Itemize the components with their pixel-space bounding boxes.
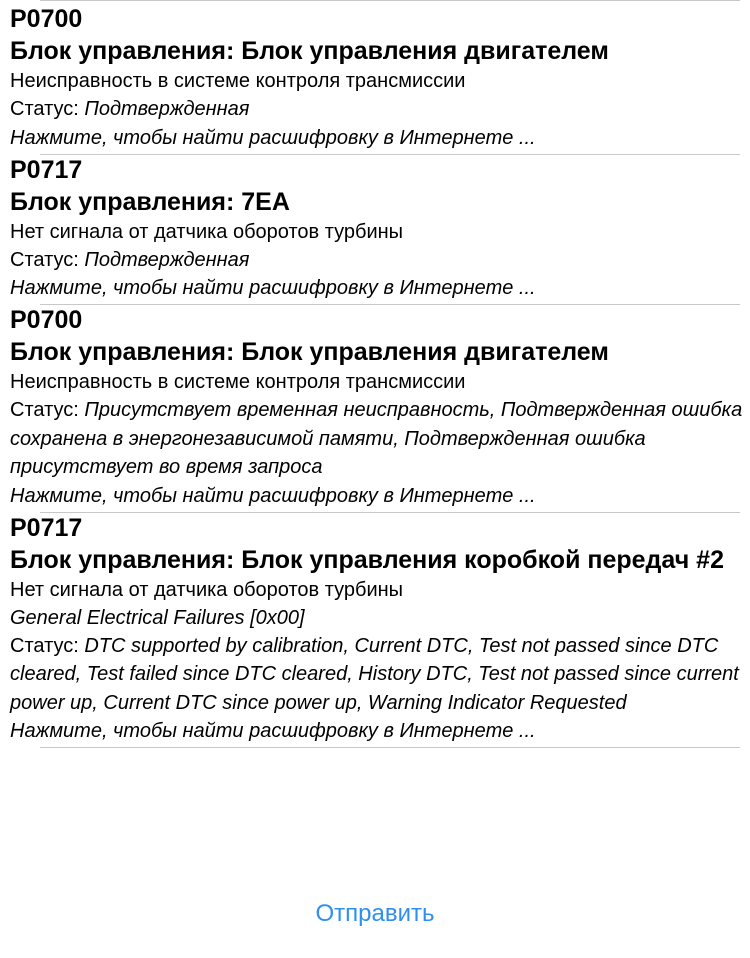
dtc-status [10, 396, 744, 482]
lookup-online-link[interactable]: Нажмите, чтобы найти расшифровку в Интернете ... [10, 720, 536, 742]
status-label: Статус: [10, 399, 85, 421]
status-value: DTC supported by calibration, Current DTC, Test not passed since DTC cleared, Test failed since DTC cleared, History DTC, Test not passed since current power up, Current DTC since power up, Warning Indicator Requested [10, 634, 739, 714]
control-unit-title: Блок управления: Блок управления двигателем [10, 37, 609, 65]
dtc-item[interactable] [0, 513, 750, 749]
status-label: Статус: [10, 98, 85, 120]
control-unit-title: Блок управления: Блок управления двигателем [10, 338, 609, 366]
dtc-description: Неисправность в системе контроля трансмиссии [10, 371, 466, 393]
dtc-status [10, 95, 744, 124]
dtc-code: P0700 [10, 5, 83, 33]
control-unit-title: Блок управления: Блок управления коробкой передач #2 [10, 545, 724, 574]
dtc-code: P0717 [10, 513, 83, 542]
failure-subtype: General Electrical Failures [0x00] [10, 606, 305, 629]
dtc-code: P0700 [10, 306, 83, 334]
lookup-online-link[interactable]: Нажмите, чтобы найти расшифровку в Интернете ... [10, 484, 536, 507]
top-separator [40, 0, 740, 1]
dtc-description: Нет сигнала от датчика оборотов турбины [10, 578, 404, 601]
lookup-online-link[interactable]: Нажмите, чтобы найти расшифровку в Интернете ... [10, 126, 536, 149]
dtc-list [0, 4, 750, 748]
dtc-status [10, 632, 744, 718]
status-value: Присутствует временная неисправность, Подтвержденная ошибка сохранена в энергонезависимой памяти, Подтвержденная ошибка присутствует во время запроса [10, 399, 743, 478]
dtc-status [10, 246, 744, 275]
dtc-item[interactable] [0, 4, 750, 155]
status-value: Подтвержденная [84, 248, 250, 271]
dtc-description: Нет сигнала от датчика оборотов турбины [10, 220, 404, 243]
status-label: Статус: [10, 634, 85, 657]
control-unit-title: Блок управления: 7EA [10, 187, 290, 216]
dtc-description: Неисправность в системе контроля трансмиссии [10, 70, 466, 92]
lookup-online-link[interactable]: Нажмите, чтобы найти расшифровку в Интернете ... [10, 277, 536, 299]
dtc-item[interactable] [0, 155, 750, 306]
dtc-code: P0717 [10, 155, 83, 184]
status-label: Статус: [10, 248, 85, 271]
dtc-item[interactable] [0, 305, 750, 513]
status-value: Подтвержденная [84, 98, 250, 120]
send-button[interactable]: Отправить [315, 900, 435, 927]
